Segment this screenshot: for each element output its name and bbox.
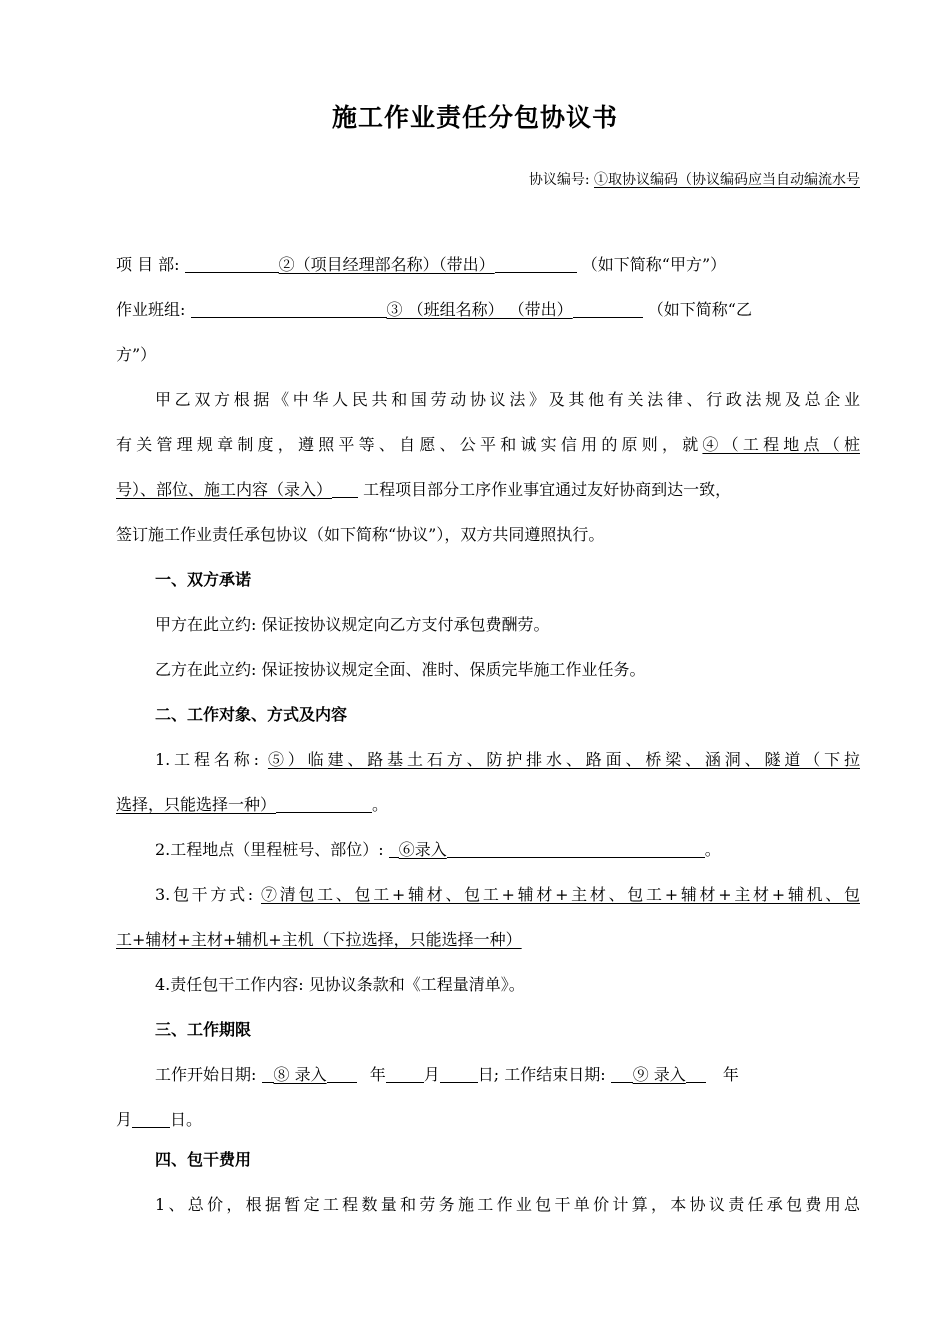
team-blank-right [573,299,643,318]
start-day-blank[interactable] [440,1064,478,1083]
agreement-number [529,168,860,192]
start-date-pre-blank [262,1064,274,1083]
intro-line-4: 签订施工作业责任承包协议（如下简称“协议”），双方共同遵照执行。 [116,525,605,544]
section-3-heading: 三、工作期限 [155,1020,252,1039]
work-period-line [116,1063,860,1087]
intro-line-1: 甲乙双方根据《中华人民共和国劳动协议法》及其他有关法律、行政法规及总企业 [155,390,860,409]
project-dept-blank-left [185,254,279,273]
project-location-field-cont: 号）、部位、施工内容（录入） [116,480,333,499]
end-date-pre-blank [611,1064,633,1083]
end-date-input[interactable]: ⑨ 录入 [632,1065,686,1084]
project-name-line [116,748,860,772]
project-dept-value: ②（项目经理部名称）（带出） [278,255,495,274]
project-location-end: 。 [704,840,721,859]
contract-mode-select[interactable]: ⑦清包工、包工+辅材、包工+辅材+主材、包工+辅材+主材+辅机、包 [260,885,860,904]
start-year-label: 年 [369,1065,386,1084]
team-label: 作业班组: [116,300,186,319]
contract-mode-line-2 [116,928,860,952]
project-name-select-cont[interactable]: 选择，只能选择一种） [116,795,277,814]
document-title: 施工作业责任分包协议书 [331,103,618,132]
project-name-label: 1.工程名称: [155,750,259,769]
agreement-number-label: 协议编号: [528,172,590,188]
end-day-blank[interactable] [132,1109,170,1128]
end-date-blank[interactable] [686,1064,706,1083]
work-content-line: 4.责任包干工作内容: 见协议条款和《工程量清单》。 [155,975,525,994]
start-month-blank[interactable] [386,1064,424,1083]
project-name-blank [276,794,372,813]
project-location-line [116,838,860,862]
team-suffix: （如下简称“乙 [647,300,752,319]
project-location-pre-blank [389,839,399,858]
project-dept-label: 项 目 部: [116,255,180,274]
intro-line-3-text: 工程项目部分工序作业事宜通过友好协商到达一致， [363,480,732,499]
total-price-line: 1、总价，根据暂定工程数量和劳务施工作业包干单价计算，本协议责任承包费用总 [155,1195,860,1214]
end-day-label: 日。 [170,1110,203,1129]
team-suffix-line: 方”） [116,345,157,364]
intro-line-3 [116,478,860,502]
project-name-end: 。 [372,795,389,814]
agreement-number-value: ①取协议编码（协议编码应当自动编流水号 [594,172,860,188]
section-1-heading: 一、双方承诺 [155,570,252,589]
project-location-blank [332,479,358,498]
contract-mode-line [116,883,860,907]
start-date-blank[interactable] [327,1064,357,1083]
project-name-line-2 [116,793,860,817]
intro-line-2 [116,433,860,457]
section-1-party-a: 甲方在此立约: 保证按协议规定向乙方支付承包费酬劳。 [155,615,550,634]
project-location-input[interactable]: ⑥录入 [398,840,447,859]
work-period-line-2 [116,1108,860,1132]
project-dept-blank-right [495,254,577,273]
end-date-label: 日; 工作结束日期: [477,1065,606,1084]
team-blank-left [191,299,387,318]
project-name-select[interactable]: ⑤）临建、路基土石方、防护排水、路面、桥梁、涵洞、隧道（下拉 [267,750,860,769]
end-month-label: 月 [116,1110,133,1129]
project-dept-line [116,253,860,277]
project-location-field: ④（工程地点（桩 [702,435,860,454]
project-location-label: 2.工程地点（里程桩号、部位）: [155,840,384,859]
end-year-label: 年 [722,1065,739,1084]
section-1-party-b: 乙方在此立约: 保证按协议规定全面、准时、保质完毕施工作业任务。 [155,660,646,679]
section-4-heading: 四、包干费用 [155,1150,252,1169]
contract-mode-label: 3.包干方式: [155,885,254,904]
intro-line-2-text: 有关管理规章制度，遵照平等、自愿、公平和诚实信用的原则，就 [116,435,703,454]
team-value: ③ （班组名称） （带出） [386,300,573,319]
start-date-label: 工作开始日期: [155,1065,257,1084]
start-month-label: 月 [423,1065,440,1084]
section-2-heading: 二、工作对象、方式及内容 [155,705,348,724]
team-line [116,298,860,322]
project-location-input-blank[interactable] [447,839,705,858]
project-dept-suffix: （如下简称“甲方”） [581,255,727,274]
contract-mode-select-cont[interactable]: 工+辅材+主材+辅机+主机（下拉选择，只能选择一种） [116,930,522,949]
start-date-input[interactable]: ⑧ 录入 [273,1065,327,1084]
